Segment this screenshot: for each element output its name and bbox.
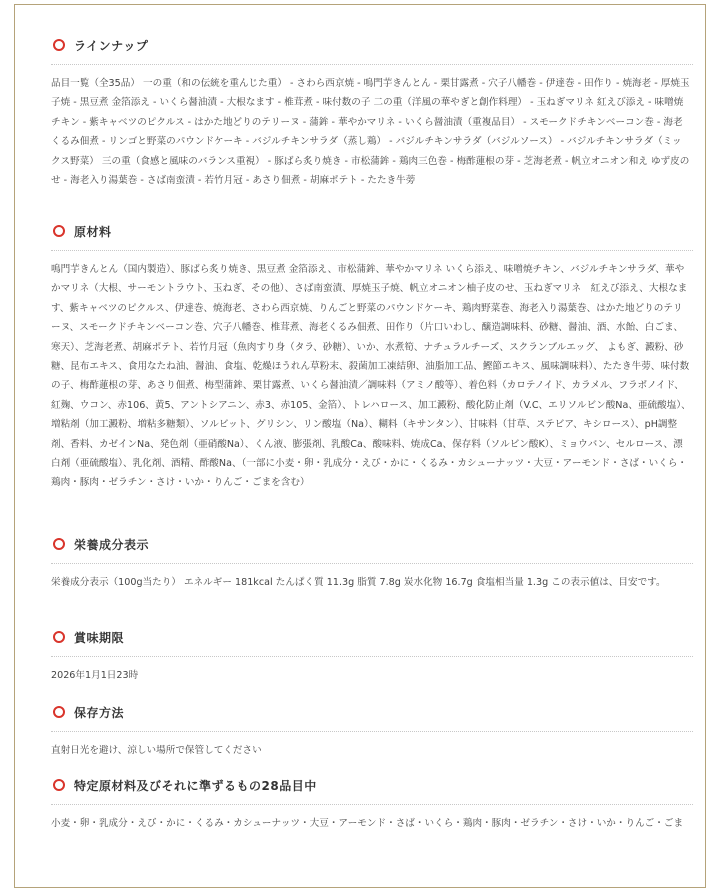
circle-bullet-icon [53,39,65,51]
section-body: 品目一覧（全35品） 一の重（和の伝統を重んじた重） - さわら西京焼 - 鳴門芋きんとん - 栗甘露煮 - 穴子八幡巻 - 伊達巻 - 田作り - 焼海老 - 厚焼玉子焼 - 黒豆煮 金箔添え - いくら醤油漬 - 大根なます - 椎茸煮 - 味付数の子 二の重（洋風の華やぎと創作料理） - 玉ねぎマリネ 紅えび添え - 味噌焼チキン - 紫キャベツのピクルス - はかた地どりのテリーヌ - 蒲鉾 - 華やかマリネ - いくら醤油漬（重複品目） - スモークドチキンベーコン巻 - 海老くるみ佃煮 - リンゴと野菜のパウンドケーキ - バジルチキンサラダ（蒸し鶏） - バジルチキンサラダ（バジルソース） - バジルチキンサラダ（ミックス野菜） 三の重（食感と風味のバランス重視） - 豚ばら炙り焼き - 市松蒲鉾 - 鶏肉三色巻 - 梅酢蓮根の芽 - 芝海老煮 - 帆立オニオン和え ゆず皮のせ - 海老入り湯葉巻 - さば南蛮漬 - 若竹月冠 - あさり佃煮 - 胡麻ポテト - たたき牛蒡 [51,78,690,187]
section-heading [51,624,693,657]
section-ingredients [51,218,693,493]
section-heading [51,218,693,251]
section-body: 栄養成分表示（100g当たり） エネルギー 181kcal たんぱく質 11.3g 脂質 7.8g 炭水化物 16.7g 食塩相当量 1.3g この表示値は、目安です。 [51,577,666,588]
section-title: 賞味期限 [74,630,125,645]
section-title: 栄養成分表示 [74,537,150,552]
section-heading [51,772,693,805]
circle-bullet-icon [53,631,65,643]
section-body: 2026年1月1日23時 [51,670,139,681]
section-body: 小麦・卵・乳成分・えび・かに・くるみ・カシューナッツ・大豆・アーモンド・さば・いくら・鶏肉・豚肉・ゼラチン・さけ・いか・りんご・ごま [51,818,684,829]
circle-bullet-icon [53,779,65,791]
circle-bullet-icon [53,538,65,550]
section-expiry [51,624,693,685]
section-nutrition [51,531,693,592]
circle-bullet-icon [53,706,65,718]
section-title: 特定原材料及びそれに準ずるもの28品目中 [74,778,317,793]
section-title: 保存方法 [74,705,125,720]
section-storage [51,699,693,760]
section-heading [51,32,693,65]
section-heading [51,531,693,564]
section-title: 原材料 [74,224,112,239]
section-heading [51,699,693,732]
circle-bullet-icon [53,225,65,237]
section-allergens [51,772,693,833]
section-body: 直射日光を避け、涼しい場所で保管してください [51,745,262,756]
section-title: ラインナップ [74,38,149,53]
content-frame [14,4,706,888]
section-lineup [51,32,693,190]
section-body: 鳴門芋きんとん（国内製造）、豚ばら炙り焼き、黒豆煮 金箔添え、市松蒲鉾、華やかマリネ いくら添え、味噌焼チキン、バジルチキンサラダ、華やかマリネ（大根、サーモントラウト、玉ねぎ、その他）、さば南蛮漬、厚焼玉子焼、帆立オニオン柚子皮のせ、玉ねぎマリネ 紅えび添え、大根なます、紫キャベツのピクルス、伊達巻、焼海老、さわら西京焼、りんごと野菜のパウンドケーキ、鶏肉野菜巻、海老入り湯葉巻、はかた地どりのテリーヌ、スモークドチキンベーコン巻、穴子八幡巻、椎茸煮、海老くるみ佃煮、田作り（片口いわし、醸造調味料、砂糖、醤油、酒、水飴、白ごま、寒天）、芝海老煮、胡麻ポテト、若竹月冠（魚肉すり身（タラ、砂糖）、いか、水煮筍、ナチュラルチーズ、スクランブルエッグ、 よもぎ、澱粉、砂糖、昆布エキス、食用なたね油、醤油、食塩、乾燥ほうれん草粉末、殺菌加工凍結卵、油脂加工品、鰹節エキス、風味調味料）、たたき牛蒡、味付数の子、梅酢蓮根の芽、あさり佃煮、梅型蒲鉾、栗甘露煮、いくら醤油漬／調味料（アミノ酸等）、着色料（カロテノイド、カラメル、フラボノイド、紅麹、ウコン、赤106、黄5、アントシアニン、赤3、赤105、金箔）、トレハロース、加工澱粉、酸化防止剤（V.C、エリソルビン酸Na、亜硫酸塩）、増粘剤（加工澱粉、増粘多糖類）、ソルビット、グリシン、リン酸塩（Na）、糊料（キサンタン）、甘味料（甘草、ステビア、キシロース）、pH調整剤、香料、カゼインNa、発色剤（亜硝酸Na）、くん液、膨張剤、乳酸Ca、酸味料、焼成Ca、保存料（ソルビン酸K）、ミョウバン、セルロース、漂白剤（亜硫酸塩）、乳化剤、酒精、酢酸Na、（一部に小麦・卵・乳成分・えび・かに・くるみ・カシューナッツ・大豆・アーモンド・さば・いくら・鶏肉・豚肉・ゼラチン・さけ・いか・りんご・ごまを含む） [51,264,691,489]
